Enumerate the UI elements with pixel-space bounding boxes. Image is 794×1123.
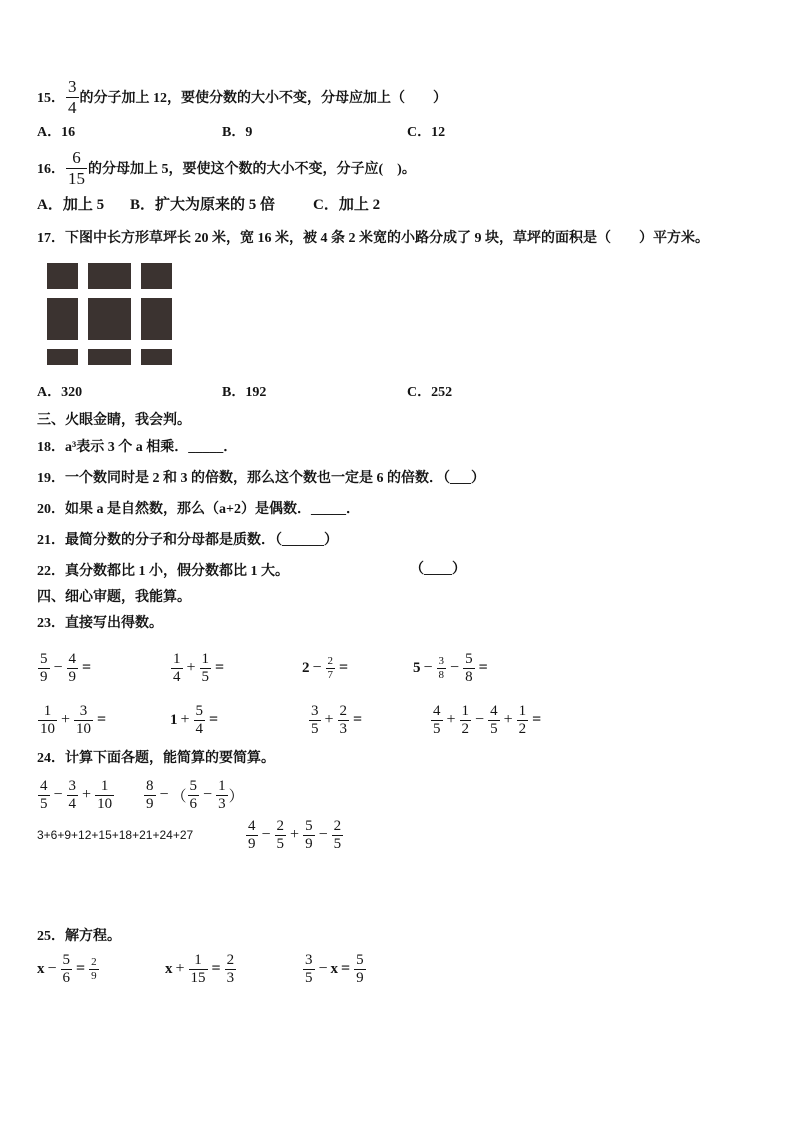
denominator: 9 — [356, 969, 364, 986]
equation — [302, 949, 367, 989]
question-text: 的分子加上 12，要使分数的大小不变，分母应加上（ ） — [79, 91, 447, 106]
question-number: 16． — [37, 162, 65, 177]
denominator: 4 — [68, 795, 77, 812]
numerator: 2 — [327, 654, 334, 667]
question-number: 15． — [37, 91, 65, 106]
section-heading: 三、火眼金睛，我会判。 — [37, 413, 191, 428]
fraction — [459, 704, 473, 737]
fraction — [188, 953, 209, 986]
denominator: 2 — [518, 720, 527, 737]
numerator: 2 — [339, 702, 348, 719]
denominator: 15 — [190, 969, 206, 986]
expression — [170, 648, 227, 688]
question-18: 18．a³表示 3 个 a 相乘．_____． — [37, 440, 238, 455]
expression — [170, 700, 221, 740]
denominator: 3 — [226, 969, 235, 986]
fraction — [462, 652, 476, 685]
question-21: 21．最简分数的分子和分母都是质数．（______） — [37, 533, 338, 548]
equals-sign: = — [341, 960, 351, 977]
fraction — [353, 953, 367, 986]
denominator: 7 — [327, 668, 334, 681]
fraction — [37, 779, 51, 812]
question-25-title: 25．解方程。 — [37, 929, 121, 944]
sum-expression: 3+6+9+12+15+18+21+24+27 — [37, 828, 194, 842]
denominator: 5 — [276, 835, 285, 852]
question-22: 22．真分数都比 1 小，假分数都比 1 大。 — [37, 564, 289, 579]
numerator: 4 — [490, 702, 498, 719]
expression — [245, 815, 344, 855]
denominator: 15 — [68, 168, 85, 188]
variable: x — [330, 960, 339, 977]
numerator: 5 — [356, 951, 364, 968]
option-a: A．加上 5 — [37, 197, 105, 213]
denominator: 10 — [97, 795, 113, 812]
equation — [165, 949, 237, 989]
numerator: 1 — [461, 702, 470, 719]
right-parenthesis: ） — [228, 788, 244, 805]
fraction — [65, 149, 88, 188]
fraction — [430, 704, 444, 737]
equals-sign: = — [478, 659, 488, 676]
operator: − — [423, 659, 433, 676]
fraction — [331, 819, 345, 852]
operator: + — [324, 711, 334, 728]
numerator: 8 — [146, 777, 154, 794]
numerator: 1 — [38, 704, 57, 721]
option-b: B．9 — [222, 125, 253, 140]
numerator: 3 — [438, 654, 445, 667]
fraction — [302, 953, 316, 986]
fraction — [37, 704, 58, 737]
integer: 5 — [413, 659, 421, 676]
fraction — [302, 819, 316, 852]
answer-blank: （____） — [410, 562, 466, 577]
denominator: 10 — [76, 720, 92, 737]
denominator: 10 — [40, 720, 55, 737]
fraction — [245, 819, 259, 852]
question-16 — [37, 148, 416, 188]
equals-sign: = — [209, 711, 219, 728]
operator: + — [180, 711, 190, 728]
denominator: 5 — [40, 795, 48, 812]
numerator: 5 — [40, 650, 48, 667]
question-23-title: 23．直接写出得数。 — [37, 616, 163, 631]
option-b: B．扩大为原来的 5 倍 — [130, 197, 276, 213]
expression — [308, 700, 365, 740]
operator: + — [503, 711, 513, 728]
equals-sign: = — [353, 711, 363, 728]
fraction — [199, 652, 213, 685]
numerator: 5 — [305, 817, 313, 834]
operator: − — [318, 960, 328, 977]
equals-sign: = — [211, 960, 221, 977]
operator: − — [312, 659, 322, 676]
operator: − — [47, 960, 57, 977]
left-parenthesis: （ — [171, 788, 187, 805]
option-c: C．12 — [407, 125, 446, 140]
numerator: 3 — [74, 704, 93, 721]
option-a: A．320 — [37, 385, 83, 400]
denominator: 4 — [173, 668, 181, 685]
expression — [302, 648, 351, 688]
fraction — [187, 779, 201, 812]
fraction — [73, 704, 94, 737]
expression — [143, 775, 244, 815]
denominator: 6 — [62, 969, 71, 986]
numerator: 4 — [68, 650, 77, 667]
numerator: 1 — [173, 650, 181, 667]
expression — [37, 648, 94, 688]
denominator: 9 — [68, 668, 77, 685]
operator: + — [175, 960, 185, 977]
numerator: 3 — [305, 951, 313, 968]
operator: + — [82, 786, 92, 803]
fraction — [143, 779, 157, 812]
fraction — [308, 704, 322, 737]
question-20: 20．如果 a 是自然数，那么（a+2）是偶数．_____． — [37, 502, 360, 517]
fraction — [215, 779, 229, 812]
denominator: 4 — [68, 97, 77, 117]
operator: − — [159, 786, 169, 803]
operator: − — [450, 659, 460, 676]
fraction — [224, 953, 238, 986]
numerator: 3 — [68, 76, 77, 96]
question-19: 19．一个数同时是 2 和 3 的倍数，那么这个数也一定是 6 的倍数．（___） — [37, 471, 485, 486]
fraction — [487, 704, 501, 737]
path-vertical — [78, 263, 88, 365]
denominator: 5 — [311, 720, 319, 737]
expression — [37, 700, 109, 740]
numerator: 2 — [333, 817, 342, 834]
denominator: 2 — [461, 720, 470, 737]
operator: − — [53, 659, 63, 676]
denominator: 9 — [305, 835, 313, 852]
option-c: C．加上 2 — [313, 197, 381, 213]
numerator: 4 — [248, 817, 256, 834]
numerator: 1 — [218, 777, 226, 794]
option-c: C．252 — [407, 385, 453, 400]
numerator: 5 — [195, 702, 204, 719]
denominator: 8 — [465, 668, 473, 685]
fraction — [66, 652, 80, 685]
integer: 2 — [302, 659, 310, 676]
section-heading: 四、细心审题，我能算。 — [37, 590, 191, 605]
denominator: 9 — [146, 795, 154, 812]
fraction — [516, 704, 530, 737]
path-vertical — [131, 263, 141, 365]
denominator: 9 — [91, 969, 97, 982]
integer: 1 — [170, 711, 178, 728]
variable: x — [37, 960, 45, 977]
equals-sign: = — [532, 711, 542, 728]
path-horizontal — [47, 289, 172, 298]
variable: x — [165, 960, 173, 977]
fraction — [65, 78, 80, 117]
numerator: 4 — [40, 777, 48, 794]
question-text: 的分母加上 5，要使这个数的大小不变，分子应( )。 — [88, 162, 416, 177]
operator: + — [290, 826, 300, 843]
denominator: 5 — [333, 835, 342, 852]
path-horizontal — [47, 340, 172, 349]
numerator: 5 — [189, 777, 198, 794]
equals-sign: = — [339, 659, 349, 676]
denominator: 5 — [201, 668, 210, 685]
equals-sign: = — [76, 960, 86, 977]
fraction — [436, 656, 448, 681]
expression — [430, 700, 544, 740]
numerator: 1 — [189, 953, 208, 970]
fraction — [94, 779, 115, 812]
numerator: 2 — [91, 955, 97, 968]
fraction — [66, 779, 80, 812]
question-15 — [37, 77, 447, 117]
expression — [37, 775, 115, 815]
numerator: 2 — [226, 951, 235, 968]
operator: − — [203, 786, 213, 803]
numerator: 1 — [201, 650, 210, 667]
fraction — [274, 819, 288, 852]
denominator: 9 — [248, 835, 256, 852]
fraction — [325, 656, 337, 681]
operator: + — [186, 659, 196, 676]
denominator: 3 — [339, 720, 348, 737]
numerator: 3 — [68, 777, 77, 794]
denominator: 6 — [189, 795, 198, 812]
numerator: 6 — [66, 149, 87, 169]
denominator: 9 — [40, 668, 48, 685]
fraction — [60, 953, 74, 986]
denominator: 4 — [195, 720, 204, 737]
numerator: 4 — [433, 702, 441, 719]
option-b: B．192 — [222, 385, 267, 400]
operator: − — [475, 711, 485, 728]
option-a: A．16 — [37, 125, 76, 140]
numerator: 2 — [276, 817, 285, 834]
denominator: 3 — [218, 795, 226, 812]
denominator: 5 — [433, 720, 441, 737]
equation — [37, 949, 100, 989]
expression — [37, 815, 193, 855]
fraction — [337, 704, 351, 737]
denominator: 5 — [490, 720, 498, 737]
fraction — [193, 704, 207, 737]
numerator: 3 — [311, 702, 319, 719]
operator: + — [61, 711, 71, 728]
denominator: 8 — [438, 668, 445, 681]
denominator: 5 — [305, 969, 313, 986]
equals-sign: = — [215, 659, 225, 676]
numerator: 1 — [518, 702, 527, 719]
question-17 — [37, 227, 709, 247]
expression — [413, 648, 491, 688]
equals-sign: = — [82, 659, 92, 676]
lawn-figure — [47, 263, 172, 365]
fraction — [88, 957, 100, 982]
numerator: 5 — [62, 951, 71, 968]
question-text: 17．下图中长方形草坪长 20 米，宽 16 米，被 4 条 2 米宽的小路分成了 9 块，草坪的面积是（ ）平方米。 — [37, 231, 709, 246]
fraction — [37, 652, 51, 685]
operator: + — [446, 711, 456, 728]
fraction — [170, 652, 184, 685]
equals-sign: = — [97, 711, 107, 728]
operator: − — [261, 826, 271, 843]
numerator: 1 — [95, 779, 114, 796]
operator: − — [53, 786, 63, 803]
numerator: 5 — [465, 650, 473, 667]
operator: − — [318, 826, 328, 843]
question-24-title: 24．计算下面各题，能简算的要简算。 — [37, 751, 275, 766]
